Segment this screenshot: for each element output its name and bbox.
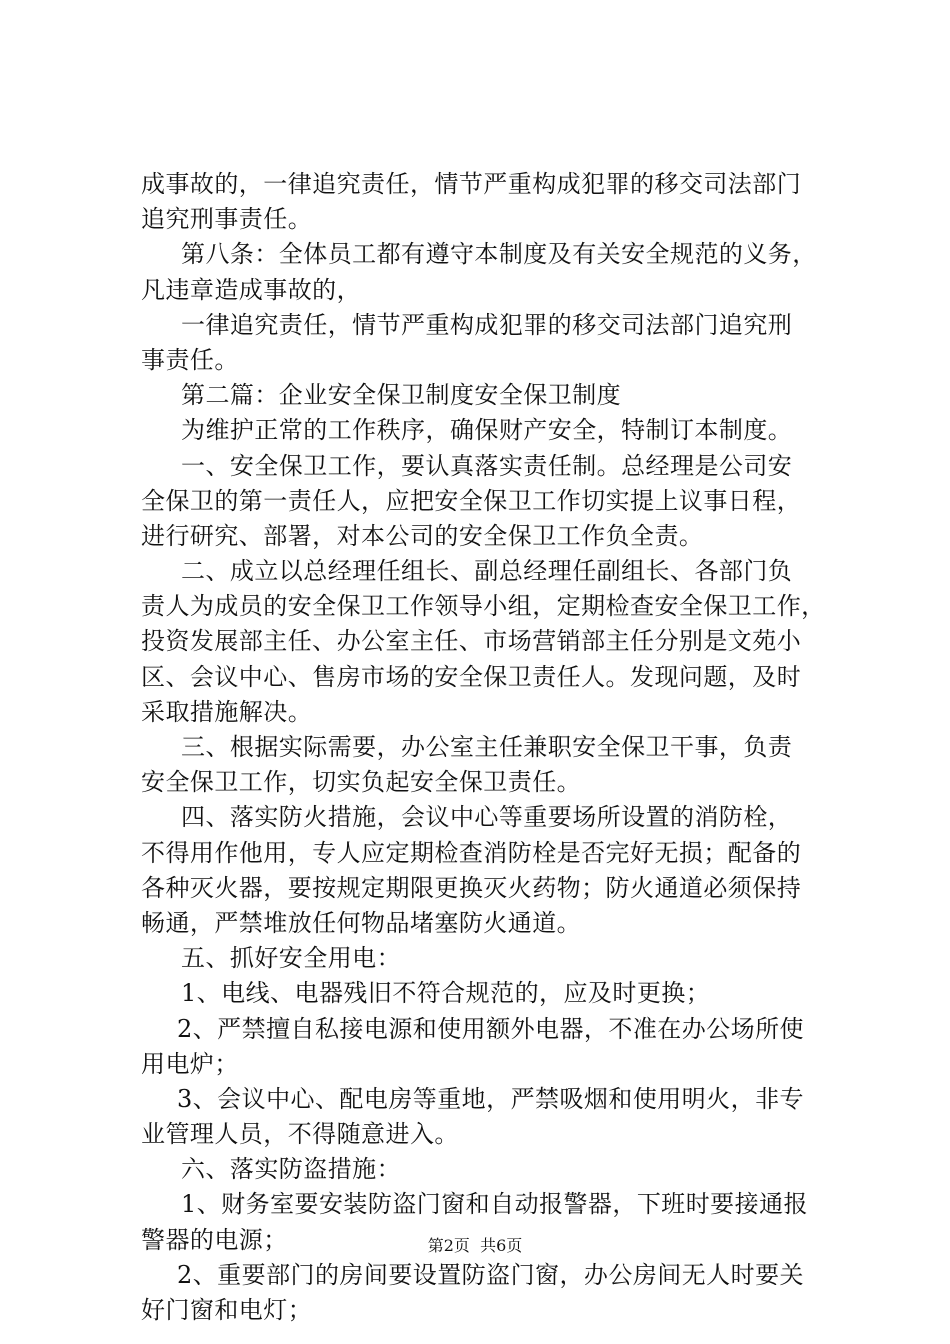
text-line: 三、根据实际需要，办公室主任兼职安全保卫干事，负责 <box>181 733 793 761</box>
text-line: 一律追究责任，情节严重构成犯罪的移交司法部门追究刑 <box>181 310 793 339</box>
text-line: 2、严禁擅自私接电源和使用额外电器，不准在办公场所使 <box>177 1014 804 1043</box>
page-number-footer: 第2页 共6页 <box>427 1236 523 1255</box>
text-line: 1、电线、电器残旧不符合规范的，应及时更换； <box>181 979 711 1008</box>
text-line: 六、落实防盗措施： <box>181 1155 402 1184</box>
text-line: 安全保卫工作，切实负起安全保卫责任。 <box>141 768 582 797</box>
document-body <box>141 167 833 1328</box>
text-line: 畅通，严禁堆放任何物品堵塞防火通道。 <box>141 908 582 937</box>
text-line: 不得用作他用，专人应定期检查消防栓是否完好无损；配备的 <box>141 838 802 867</box>
text-line: 一、安全保卫工作，要认真落实责任制。总经理是公司安 <box>181 451 793 480</box>
text-line: 3、会议中心、配电房等重地，严禁吸烟和使用明火，非专 <box>177 1084 804 1113</box>
text-line: 警器的电源； <box>141 1225 288 1254</box>
text-line: 进行研究、部署，对本公司的安全保卫工作负全责。 <box>141 521 704 550</box>
text-line: 凡违章造成事故的， <box>141 275 362 304</box>
text-line: 投资发展部主任、办公室主任、市场营销部主任分别是文苑小 <box>141 627 802 656</box>
text-line: 成事故的，一律追究责任，情节严重构成犯罪的移交司法部门 <box>141 170 802 198</box>
text-line: 1、财务室要安装防盗门窗和自动报警器，下班时要接通报 <box>181 1190 808 1219</box>
text-line: 四、落实防火措施，会议中心等重要场所设置的消防栓， <box>181 803 793 832</box>
text-line: 事责任。 <box>141 345 239 374</box>
text-line: 各种灭火器，要按规定期限更换灭火药物；防火通道必须保持 <box>141 873 802 902</box>
text-line: 业管理人员，不得随意进入。 <box>141 1120 459 1149</box>
text-line: 采取措施解决。 <box>141 697 313 726</box>
text-line: 好门窗和电灯； <box>141 1296 313 1324</box>
text-line: 第八条：全体员工都有遵守本制度及有关安全规范的义务， <box>181 240 817 269</box>
text-line: 五、抓好安全用电： <box>181 944 402 973</box>
text-line: 二、成立以总经理任组长、副总经理任副组长、各部门负 <box>181 557 793 586</box>
text-line: 责人为成员的安全保卫工作领导小组，定期检查安全保卫工作， <box>141 592 826 621</box>
text-line: 为维护正常的工作秩序，确保财产安全，特制订本制度。 <box>181 416 793 445</box>
text-line: 2、重要部门的房间要设置防盗门窗，办公房间无人时要关 <box>177 1260 804 1289</box>
text-line: 追究刑事责任。 <box>141 205 313 234</box>
text-line: 全保卫的第一责任人，应把安全保卫工作切实提上议事日程， <box>141 486 802 515</box>
text-line: 区、会议中心、售房市场的安全保卫责任人。发现问题，及时 <box>141 662 802 691</box>
text-line: 用电炉； <box>141 1049 239 1078</box>
section-heading: 第二篇：企业安全保卫制度安全保卫制度 <box>181 381 622 410</box>
